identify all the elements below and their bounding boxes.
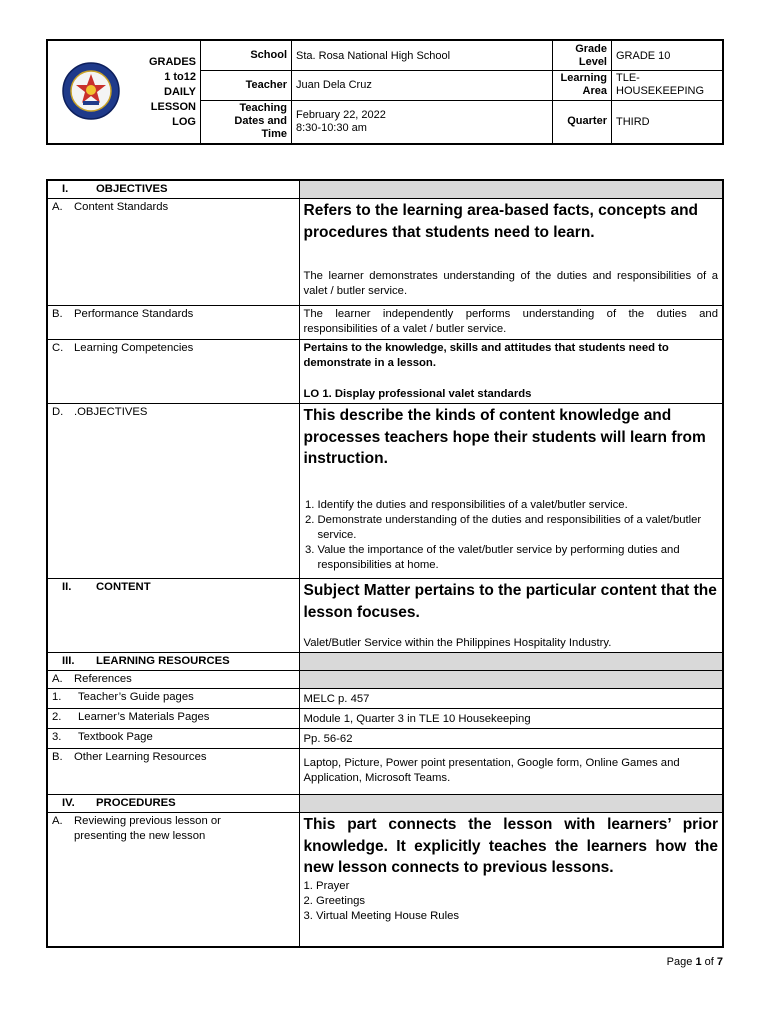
objective-item: 3. Value the importance of the valet/butler service by performing duties and responsibilities at home. (318, 543, 719, 573)
grade-level-value: GRADE 10 (612, 40, 724, 71)
log-title: GRADES 1 to12 DAILY LESSON LOG (134, 40, 201, 144)
deped-logo-cell (47, 40, 134, 144)
learning-area-label: Learning Area (553, 71, 612, 101)
learning-objective-lo1: LO 1. Display professional valet standards (303, 388, 532, 400)
section-procedures-row (47, 795, 723, 813)
section-content-row (47, 579, 723, 653)
reviewing-label: A. Reviewing previous lesson or presenting the new lesson (47, 813, 299, 947)
deped-seal-icon (61, 61, 121, 121)
teacher-label: Teacher (201, 71, 292, 101)
learners-materials-value: Module 1, Quarter 3 in TLE 10 Housekeeping (299, 709, 723, 729)
references-row (47, 671, 723, 689)
teaching-dates-label: Teaching Dates and Time (201, 100, 292, 144)
school-label: School (201, 40, 292, 71)
section-procedures-heading: IV. PROCEDURES (47, 795, 299, 813)
learners-materials-row (47, 709, 723, 729)
objectives-sub-label: D. .OBJECTIVES (47, 404, 299, 579)
quarter-value: THIRD (612, 100, 724, 144)
content-standards-row (47, 199, 723, 306)
textbook-row (47, 729, 723, 749)
header-table (46, 39, 724, 145)
teacher-value: Juan Dela Cruz (292, 71, 553, 101)
teachers-guide-row (47, 689, 723, 709)
objective-item: 1. Identify the duties and responsibilities of a valet/butler service. (318, 498, 719, 513)
content-standards-heading: Refers to the learning area-based facts, concepts and procedures that students need to learn. (303, 202, 699, 241)
learning-competencies-heading: Pertains to the knowledge, skills and attitudes that students need to demonstrate in a lesson. (303, 342, 669, 369)
objectives-heading: This describe the kinds of content knowledge and processes teachers hope their students will learn from instruction. (303, 407, 706, 467)
learning-competencies-row (47, 340, 723, 404)
learning-area-value: TLE- HOUSEKEEPING (612, 71, 724, 101)
section-content-heading: II. CONTENT (47, 579, 299, 653)
section-objectives-heading: I. OBJECTIVES (47, 180, 299, 199)
content-text: Valet/Butler Service within the Philippines Hospitality Industry. (303, 637, 612, 649)
performance-standards-text: The learner independently performs understanding of the duties and responsibilities of a valet / butler service. (299, 306, 723, 340)
other-resources-row (47, 749, 723, 795)
procedure-step: 3. Virtual Meeting House Rules (303, 909, 460, 922)
reviewing-row (47, 813, 723, 947)
school-value: Sta. Rosa National High School (292, 40, 553, 71)
performance-standards-label: B. Performance Standards (47, 306, 299, 340)
objective-item: 2. Demonstrate understanding of the duties and responsibilities of a valet/butler service. (318, 513, 719, 543)
section-resources-heading: III. LEARNING RESOURCES (47, 653, 299, 671)
grade-level-label: Grade Level (553, 40, 612, 71)
procedures-heading: This part connects the lesson with learners’ prior knowledge. It explicitly teaches the learners how the new lesson connects to previous lessons. (303, 816, 718, 876)
objectives-sub-row (47, 404, 723, 579)
lesson-log-table (46, 179, 724, 948)
page-number: Page 1 of 7 (666, 956, 723, 968)
textbook-label: 3. Textbook Page (47, 729, 299, 749)
teachers-guide-value: MELC p. 457 (299, 689, 723, 709)
procedure-step: 2. Greetings (303, 894, 366, 907)
content-standards-text: The learner demonstrates understanding of the duties and responsibilities of a valet / butler service. (303, 270, 718, 297)
procedure-step: 1. Prayer (303, 879, 350, 892)
textbook-value: Pp. 56-62 (299, 729, 723, 749)
content-heading: Subject Matter pertains to the particular content that the lesson focuses. (303, 582, 717, 621)
section-resources-row (47, 653, 723, 671)
learners-materials-label: 2. Learner’s Materials Pages (47, 709, 299, 729)
performance-standards-row (47, 306, 723, 340)
section-objectives-row (47, 180, 723, 199)
other-resources-label: B. Other Learning Resources (47, 749, 299, 795)
teachers-guide-label: 1. Teacher’s Guide pages (47, 689, 299, 709)
objectives-list (304, 498, 719, 573)
quarter-label: Quarter (553, 100, 612, 144)
references-label: A. References (47, 671, 299, 689)
teaching-dates-value: February 22, 2022 8:30-10:30 am (292, 100, 553, 144)
content-standards-label: A. Content Standards (47, 199, 299, 306)
other-resources-value: Laptop, Picture, Power point presentation, Google form, Online Games and Application, Microsoft Teams. (299, 749, 723, 795)
learning-competencies-label: C. Learning Competencies (47, 340, 299, 404)
